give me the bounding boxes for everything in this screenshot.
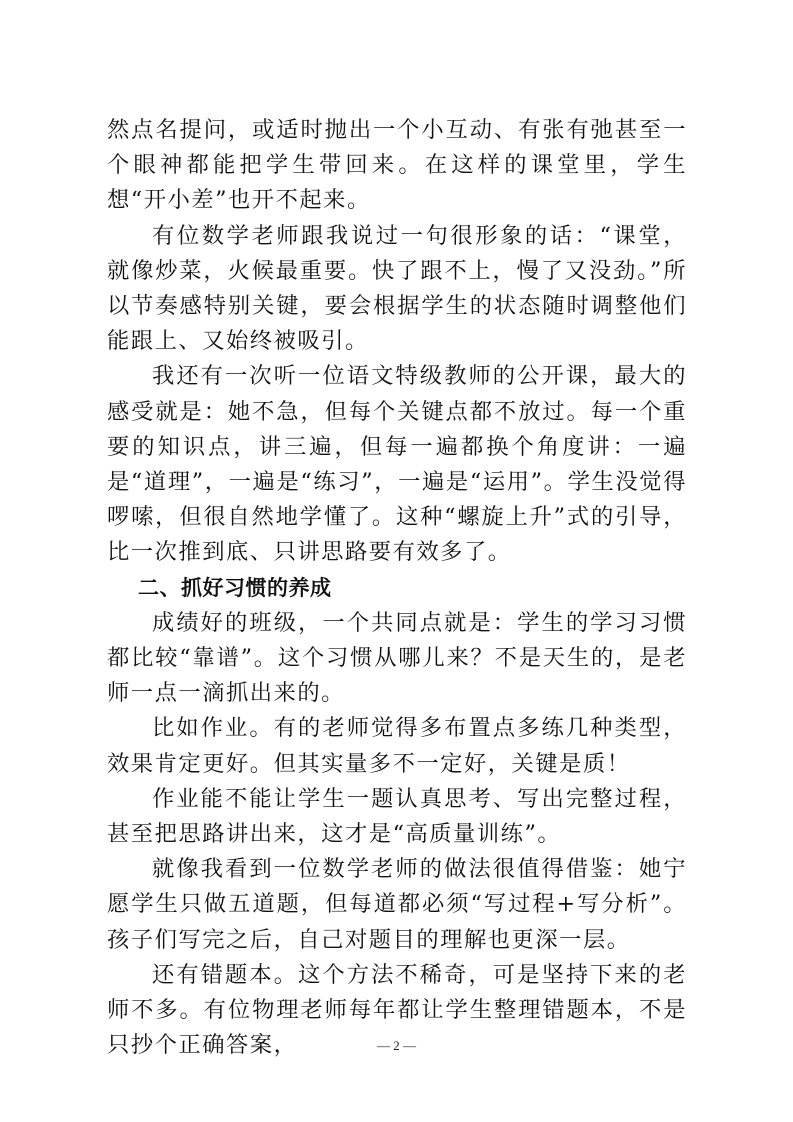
page-number: — 2 — <box>377 1038 416 1053</box>
paragraph-7: 就像我看到一位数学老师的做法很值得借鉴：她宁愿学生只做五道题，但每道都必须“写过程+写分析”。孩子们写完之后，自己对题目的理解也更深一层。 <box>107 856 687 953</box>
paragraph-5: 比如作业。有的老师觉得多布置点多练几种类型，效果肯定更好。但其实量多不一定好，关键是质！ <box>107 715 687 777</box>
document-body <box>107 113 687 1063</box>
paragraph-6: 作业能不能让学生一题认真思考、写出完整过程，甚至把思路讲出来，这才是“高质量训练”。 <box>107 785 687 848</box>
paragraph-1: 然点名提问，或适时抛出一个小互动、有张有弛甚至一个眼神都能把学生带回来。在这样的课堂里，学生想“开小差”也开不起来。 <box>107 117 687 214</box>
paragraph-4: 成绩好的班级，一个共同点就是：学生的学习习惯都比较“靠谱”。这个习惯从哪儿来？不是天生的，是老师一点一滴抓出来的。 <box>107 609 687 707</box>
paragraph-8: 还有错题本。这个方法不稀奇，可是坚持下来的老师不多。有位物理老师每年都让学生整理错题本，不是只抄个正确答案， <box>107 961 687 1059</box>
section-heading: 二、抓好习惯的养成 <box>138 575 332 600</box>
paragraph-2: 有位数学老师跟我说过一句很形象的话：“课堂，就像炒菜，火候最重要。快了跟不上，慢了又没劲。”所以节奏感特别关键，要会根据学生的状态随时调整他们能跟上、又始终被吸引。 <box>107 222 687 355</box>
paragraph-3: 我还有一次听一位语文特级教师的公开课，最大的感受就是：她不急，但每个关键点都不放过。每一个重要的知识点，讲三遍，但每一遍都换个角度讲：一遍是“道理”，一遍是“练习”，一遍是“运用”。学生没觉得啰嗦，但很自然地学懂了。这种“螺旋上升”式的引导，比一次推到底、只讲思路要有效多了。 <box>107 363 687 566</box>
